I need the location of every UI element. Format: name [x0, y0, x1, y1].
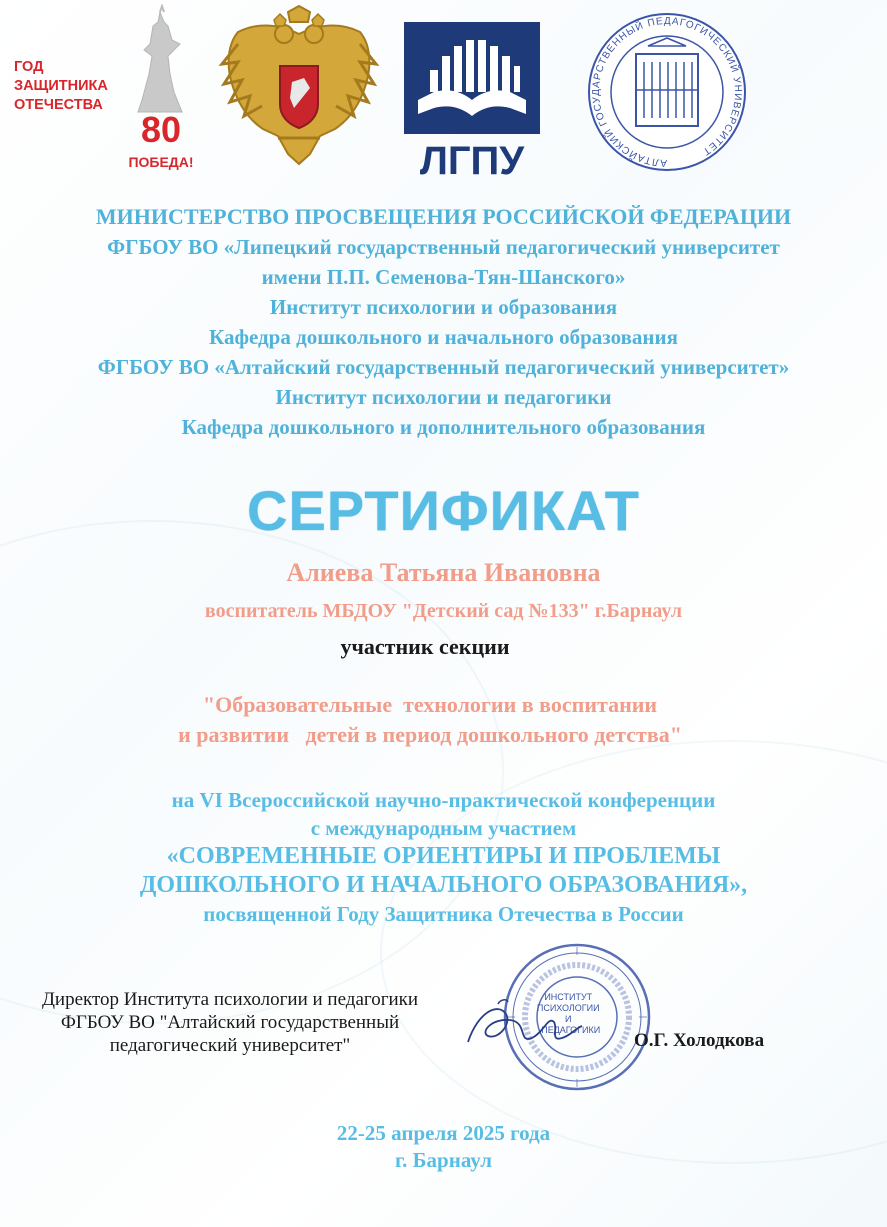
header-line: Кафедра дошкольного и дополнительного образования [181, 415, 706, 439]
pobeda-word: ПОБЕДА! [128, 154, 194, 170]
conference-name: ДОШКОЛЬНОГО И НАЧАЛЬНОГО ОБРАЗОВАНИЯ», [139, 872, 748, 898]
event-date: 22-25 апреля 2025 года [336, 1121, 551, 1145]
recipient-position: воспитатель МБДОУ "Детский сад №133" г.Барнаул [204, 600, 683, 622]
pobeda-number: 80 [140, 109, 182, 150]
header-line: Кафедра дошкольного и начального образования [209, 325, 678, 349]
participant-role: участник секции [340, 634, 510, 659]
header-line: Институт психологии и педагогики [275, 385, 612, 409]
header-line: ФГБОУ ВО «Липецкий государственный педагогический университет [107, 235, 780, 259]
date-location [0, 1120, 887, 1174]
event-city: г. Барнаул [394, 1148, 493, 1172]
agpu-ring-text: АЛТАЙСКИЙ ГОСУДАРСТВЕННЫЙ ПЕДАГОГИЧЕСКИЙ УНИВЕРСИТЕТ [591, 15, 744, 169]
russia-coat-of-arms-icon [218, 4, 380, 170]
signer-name: О.Г. Холодкова [634, 1030, 765, 1051]
issuer-header [0, 202, 887, 442]
year-defender-logo: ГОД ЗАЩИТНИКА ОТЕЧЕСТВА [14, 59, 108, 113]
agpu-seal-logo [586, 10, 748, 174]
certificate-title: СЕРТИФИКАТ [247, 479, 640, 542]
conference-name: «СОВРЕМЕННЫЕ ОРИЕНТИРЫ И ПРОБЛЕМЫ [166, 843, 721, 869]
pobeda-80-logo [122, 4, 200, 174]
conference-info [0, 786, 887, 928]
header-line: ФГБОУ ВО «Алтайский государственный педагогический университет» [97, 355, 790, 379]
lgpu-logo [404, 22, 540, 182]
handwritten-signature [458, 992, 588, 1062]
header-line: Институт психологии и образования [269, 295, 618, 319]
section-title: "Образовательные технологии в воспитании и развитии детей в период дошкольного детства" [178, 692, 682, 747]
conference-dedication: посвященной Году Защитника Отечества в России [203, 902, 684, 926]
conference-line: с международным участием [310, 816, 577, 840]
header-line: МИНИСТЕРСТВО ПРОСВЕЩЕНИЯ РОССИЙСКОЙ ФЕДЕРАЦИИ [95, 204, 792, 229]
lgpu-wordmark: ЛГПУ [419, 139, 525, 182]
signer-title: Директор Института психологии и педагогики ФГБОУ ВО "Алтайский государственный педагогический университет" [41, 989, 419, 1056]
recipient-name: Алиева Татьяна Ивановна [286, 558, 601, 587]
conference-line: на VI Всероссийской научно-практической конференции [171, 788, 716, 812]
stamp-center-text: ИНСТИТУТ ПСИХОЛОГИИ И ПЕДАГОГИКИ [536, 992, 601, 1035]
header-line: имени П.П. Семенова-Тян-Шанского» [261, 265, 626, 289]
